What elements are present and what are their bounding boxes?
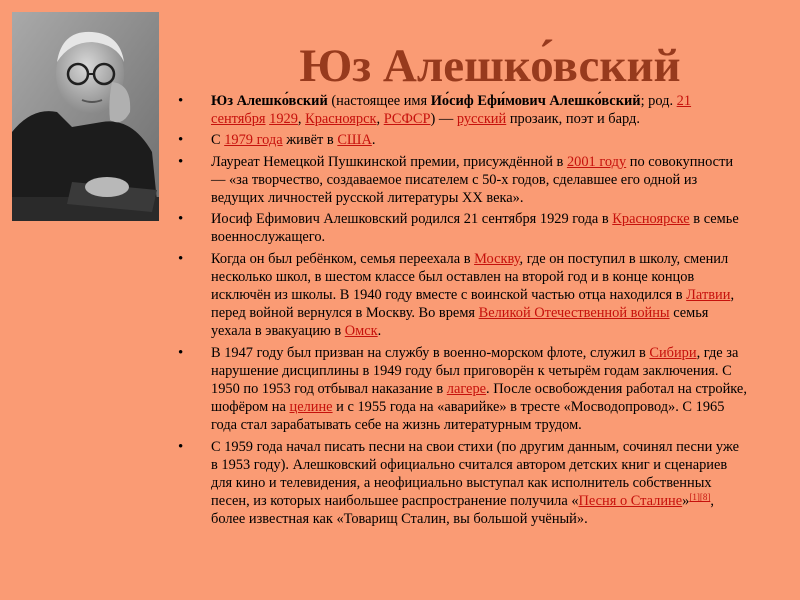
footnote-ref-link[interactable]: [1][8] <box>689 492 711 503</box>
wiki-link[interactable]: целине <box>289 399 333 416</box>
bio-bullet-item <box>211 92 749 128</box>
body-text: в семье военнослужащего. <box>211 211 739 246</box>
body-text: живёт в <box>282 132 338 149</box>
author-photo <box>12 12 159 221</box>
body-text: ; род. <box>640 93 677 109</box>
wiki-link[interactable]: Латвии <box>686 287 731 304</box>
body-text: ) — <box>430 111 457 128</box>
wiki-link[interactable]: лагере <box>446 381 487 398</box>
wiki-link[interactable]: 1929 <box>269 111 298 128</box>
body-text: » <box>682 493 690 510</box>
body-text: , перед войной вернулся в Москву. Во время <box>211 287 735 322</box>
wiki-link[interactable]: США <box>337 132 372 149</box>
body-text: (настоящее имя <box>327 93 431 109</box>
wiki-link[interactable]: 1979 года <box>224 132 283 149</box>
page-title: Юз Алешко́вский <box>299 40 681 92</box>
wiki-link[interactable]: Великой Отечественной войны <box>478 305 670 322</box>
wiki-link[interactable]: РСФСР <box>383 111 431 128</box>
wiki-link[interactable]: Красноярск <box>305 111 377 128</box>
body-text: и с 1955 года на «аварийке» в тресте «Мосводопровод». С 1965 года стал зарабатывать себе на жизнь литературным трудом. <box>211 399 725 434</box>
body-text: . <box>371 132 376 149</box>
body-text: Иосиф Ефимович Алешковский родился 21 сентября 1929 года в <box>211 211 613 228</box>
body-text: В 1947 году был призван на службу в военно-морском флоте, служил в <box>211 344 650 361</box>
body-text: . <box>377 323 382 340</box>
bio-bullet-item <box>211 131 749 149</box>
bio-bullet-item <box>211 438 749 529</box>
wiki-link[interactable]: Москву <box>474 250 520 267</box>
bio-bullet-item <box>211 210 749 246</box>
wiki-link[interactable]: Омск <box>344 323 378 340</box>
bold-name-text: Юз Алешко́вский <box>211 93 328 109</box>
body-text: по совокупности — «за творчество, создаваемое писателем с 50-х годов, сделавшее его одной из ведущих личностей русской литературы XX века». <box>211 153 734 207</box>
portrait-image <box>12 12 159 221</box>
wiki-link[interactable]: 21 сентября <box>211 93 692 128</box>
body-text: Когда он был ребёнком, семья переехала в <box>211 250 475 267</box>
body-text: , <box>297 111 306 128</box>
body-text: , где он поступил в школу, сменил несколько школ, в шестом классе был оставлен на второй год и в конце концов исключён из школы. В 1940 году вместе с воинской частью отца находился в <box>211 250 729 304</box>
bio-bullet-item <box>211 250 749 341</box>
body-text: , <box>376 111 384 128</box>
bold-name-text: Ио́сиф Ефи́мович Алешко́вский <box>430 93 641 109</box>
body-text: Лауреат Немецкой Пушкинской премии, присуждённой в <box>211 153 567 170</box>
body-text: прозаик, поэт и бард. <box>506 111 640 128</box>
bio-bullet-list <box>211 92 749 532</box>
wiki-link[interactable]: русский <box>456 111 507 128</box>
bio-bullet-item <box>211 344 749 435</box>
wiki-link[interactable]: 2001 году <box>566 153 627 170</box>
body-text: , где за нарушение дисциплины в 1949 году был приговорён к четырём годам заключения. С 1950 по 1953 год отбывал наказание в <box>211 344 739 398</box>
wiki-link[interactable]: Красноярске <box>612 211 690 228</box>
body-text: С 1959 года начал писать песни на свои стихи (по другим данным, сочинял песни уже в 1953 году). Алешковский официально считался автором детских книг и сценариев для кино и телевидения, а неофициально выступал как исполнитель собственных песен, из которых наибольшее распространение получила « <box>211 438 740 510</box>
body-text: семья уехала в эвакуацию в <box>211 305 709 340</box>
body-text: С <box>211 132 225 149</box>
wiki-link[interactable]: Сибири <box>649 344 697 361</box>
body-text: . После освобождения работал на стройке, шофёром на <box>211 381 747 416</box>
body-text: , более известная как «Товарищ Сталин, вы большой учёный». <box>211 493 714 528</box>
bio-bullet-item <box>211 153 749 208</box>
wiki-link[interactable]: Песня о Сталине <box>578 493 683 510</box>
